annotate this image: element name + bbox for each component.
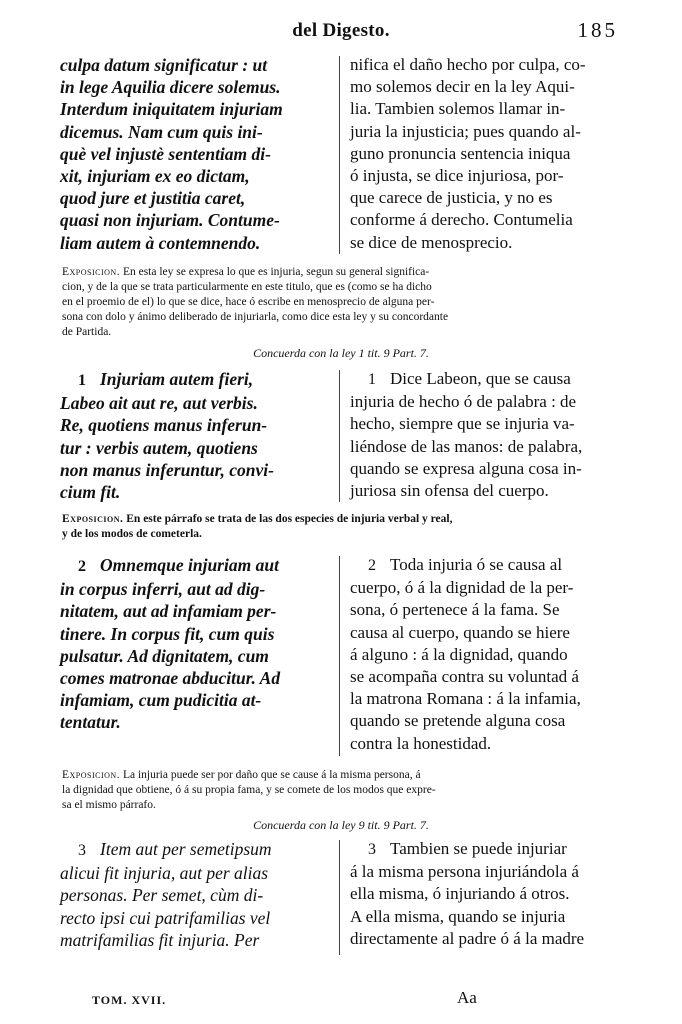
spanish-line: juriosa sin ofensa del cuerpo. xyxy=(350,481,549,501)
spanish-line: A ella misma, quando se injuria xyxy=(350,906,566,926)
volume-label: TOM. XVII. xyxy=(92,993,167,1007)
spanish-line: Toda injuria ó se causa al xyxy=(390,555,563,574)
latin-line: Labeo ait aut re, aut verbis. xyxy=(60,393,258,414)
latin-column xyxy=(60,368,332,503)
paragraph-number: 1 xyxy=(78,372,86,389)
latin-line: quod jure et justitia caret, xyxy=(60,188,246,209)
text-block-4 xyxy=(60,838,625,958)
exposicion-label: Exposicion. xyxy=(62,513,124,525)
running-title: del Digesto. xyxy=(292,20,390,41)
exposicion-label: Exposicion. xyxy=(62,769,121,781)
column-divider xyxy=(339,556,340,756)
column-divider xyxy=(339,370,340,502)
latin-line: pulsatur. Ad dignitatem, cum xyxy=(60,645,269,666)
text-block-1 xyxy=(60,54,625,254)
spanish-line: la matrona Romana : á la infamia, xyxy=(350,689,581,709)
latin-line: Item aut per semetipsum xyxy=(100,839,272,859)
paragraph-number: 2 xyxy=(78,558,86,575)
spanish-line: directamente al padre ó á la madre xyxy=(350,928,585,948)
exposicion-line: cion, y de la que se trata particularmente en este titulo, que es (como se ha dicho xyxy=(62,281,432,293)
exposicion-line: En este párrafo se trata de las dos especies de injuria verbal y real, xyxy=(126,513,453,525)
latin-line: quasi non injuriam. Contume- xyxy=(60,210,280,231)
exposicion-line: en el proemio de el) lo que se dice, hace ó escribe en menosprecio de alguna per- xyxy=(62,296,435,308)
spanish-line: guno pronuncia sentencia iniqua xyxy=(350,143,571,163)
exposicion-line: sa el mismo párrafo. xyxy=(62,799,156,811)
paragraph-number: 3 xyxy=(368,841,376,858)
exposicion-2 xyxy=(62,512,622,542)
exposicion-1 xyxy=(62,265,622,340)
latin-line: què vel injustè sententiam di- xyxy=(60,143,271,164)
latin-line: Interdum iniquitatem injuriam xyxy=(60,99,283,120)
text-block-3 xyxy=(60,554,625,754)
concordance-note-1: Concuerda con la ley 1 tit. 9 Part. 7. xyxy=(253,346,429,360)
exposicion-line: La injuria puede ser por daño que se cause á la misma persona, á xyxy=(122,769,421,781)
latin-line: nitatem, aut ad infamiam per- xyxy=(60,601,277,622)
spanish-line: juria la injusticia; pues quando al- xyxy=(350,121,581,141)
spanish-line: quando se pretende alguna cosa xyxy=(350,711,566,731)
spanish-line: cuerpo, ó á la dignidad de la per- xyxy=(350,578,574,598)
spanish-line: sona, ó pertenece á la fama. Se xyxy=(350,600,560,620)
text-block-2 xyxy=(60,368,625,508)
spanish-line: ó injusta, se dice injuriosa, por- xyxy=(350,166,564,186)
spanish-line: lia. Tambien solemos llamar in- xyxy=(350,99,566,119)
spanish-line: se dice de menosprecio. xyxy=(350,232,513,252)
latin-line: infamiam, cum pudicitia at- xyxy=(60,690,262,711)
spanish-column xyxy=(350,368,626,502)
spanish-line: á alguno : á la dignidad, quando xyxy=(350,644,568,664)
spanish-line: nifica el daño hecho por culpa, co- xyxy=(350,55,586,74)
concordance-note-2: Concuerda con la ley 9 tit. 9 Part. 7. xyxy=(253,818,429,832)
latin-line: comes matronae abducitur. Ad xyxy=(60,668,281,689)
exposicion-line: sona con dolo y ánimo deliberado de injuriarla, como dice esta ley y su concordante xyxy=(62,311,449,323)
spanish-line: liéndose de las manos: de palabra, xyxy=(350,436,583,456)
spanish-column xyxy=(350,554,626,755)
latin-line: non manus inferuntur, convi- xyxy=(60,459,274,480)
latin-line: tinere. In corpus fit, cum quis xyxy=(60,623,275,644)
latin-column xyxy=(60,838,332,951)
latin-line: Re, quotiens manus inferun- xyxy=(60,415,268,436)
spanish-line: causa al cuerpo, quando se hiere xyxy=(350,622,570,642)
spanish-line: contra la honestidad. xyxy=(350,733,492,753)
page-number: 185 xyxy=(577,18,618,42)
spanish-line: ella misma, ó injuriando á otros. xyxy=(350,884,570,904)
spanish-line: á la misma persona injuriándola á xyxy=(350,862,579,882)
latin-line: in lege Aquilia dicere solemus. xyxy=(60,77,281,98)
spanish-line: se acompaña contra su voluntad á xyxy=(350,667,579,687)
spanish-line: que carece de justicia, y no es xyxy=(350,188,553,208)
latin-line: dicemus. Nam cum quis ini- xyxy=(60,121,263,142)
exposicion-line: de Partida. xyxy=(62,326,112,338)
signature-mark: Aa xyxy=(457,988,477,1007)
paragraph-number: 2 xyxy=(368,557,376,574)
exposicion-line: la dignidad que obtiene, ó á su propia fama, y se comete de los modos que expre- xyxy=(62,784,436,796)
exposicion-3 xyxy=(62,768,622,813)
exposicion-label: Exposicion. xyxy=(62,266,121,278)
latin-line: liam autem à contemnendo. xyxy=(60,232,261,253)
latin-line: xit, injuriam ex eo dictam, xyxy=(60,166,250,187)
latin-column xyxy=(60,554,332,734)
latin-line: Omnemque injuriam aut xyxy=(100,555,279,575)
latin-line: personas. Per semet, cùm di- xyxy=(60,885,264,906)
spanish-line: Tambien se puede injuriar xyxy=(390,839,567,858)
latin-line: matrifamilias fit injuria. Per xyxy=(60,929,260,950)
latin-line: in corpus inferri, aut ad dig- xyxy=(60,579,266,600)
paragraph-number: 1 xyxy=(368,371,376,388)
latin-line: culpa datum significatur : ut xyxy=(60,55,268,75)
latin-column xyxy=(60,54,332,254)
latin-line: cium fit. xyxy=(60,482,121,503)
spanish-line: quando se expresa alguna cosa in- xyxy=(350,458,582,478)
spanish-line: Dice Labeon, que se causa xyxy=(390,369,571,388)
spanish-line: conforme á derecho. Contumelia xyxy=(350,210,573,230)
column-divider xyxy=(339,56,340,254)
latin-line: Injuriam autem fieri, xyxy=(100,369,254,389)
latin-line: tur : verbis autem, quotiens xyxy=(60,437,258,458)
spanish-line: mo solemos decir en la ley Aqui- xyxy=(350,77,575,97)
exposicion-line: y de los modos de cometerla. xyxy=(62,528,202,540)
spanish-column xyxy=(350,54,626,254)
spanish-column xyxy=(350,838,626,950)
latin-line: recto ipsi cui patrifamilias vel xyxy=(60,907,271,928)
exposicion-line: En esta ley se expresa lo que es injuria, segun su general significa- xyxy=(122,266,430,278)
column-divider xyxy=(339,840,340,955)
latin-line: alicui fit injuria, aut per alias xyxy=(60,863,269,884)
paragraph-number: 3 xyxy=(78,842,86,859)
spanish-line: hecho, siempre que se injuria va- xyxy=(350,414,575,434)
spanish-line: injuria de hecho ó de palabra : de xyxy=(350,392,577,412)
latin-line: tentatur. xyxy=(60,712,121,733)
